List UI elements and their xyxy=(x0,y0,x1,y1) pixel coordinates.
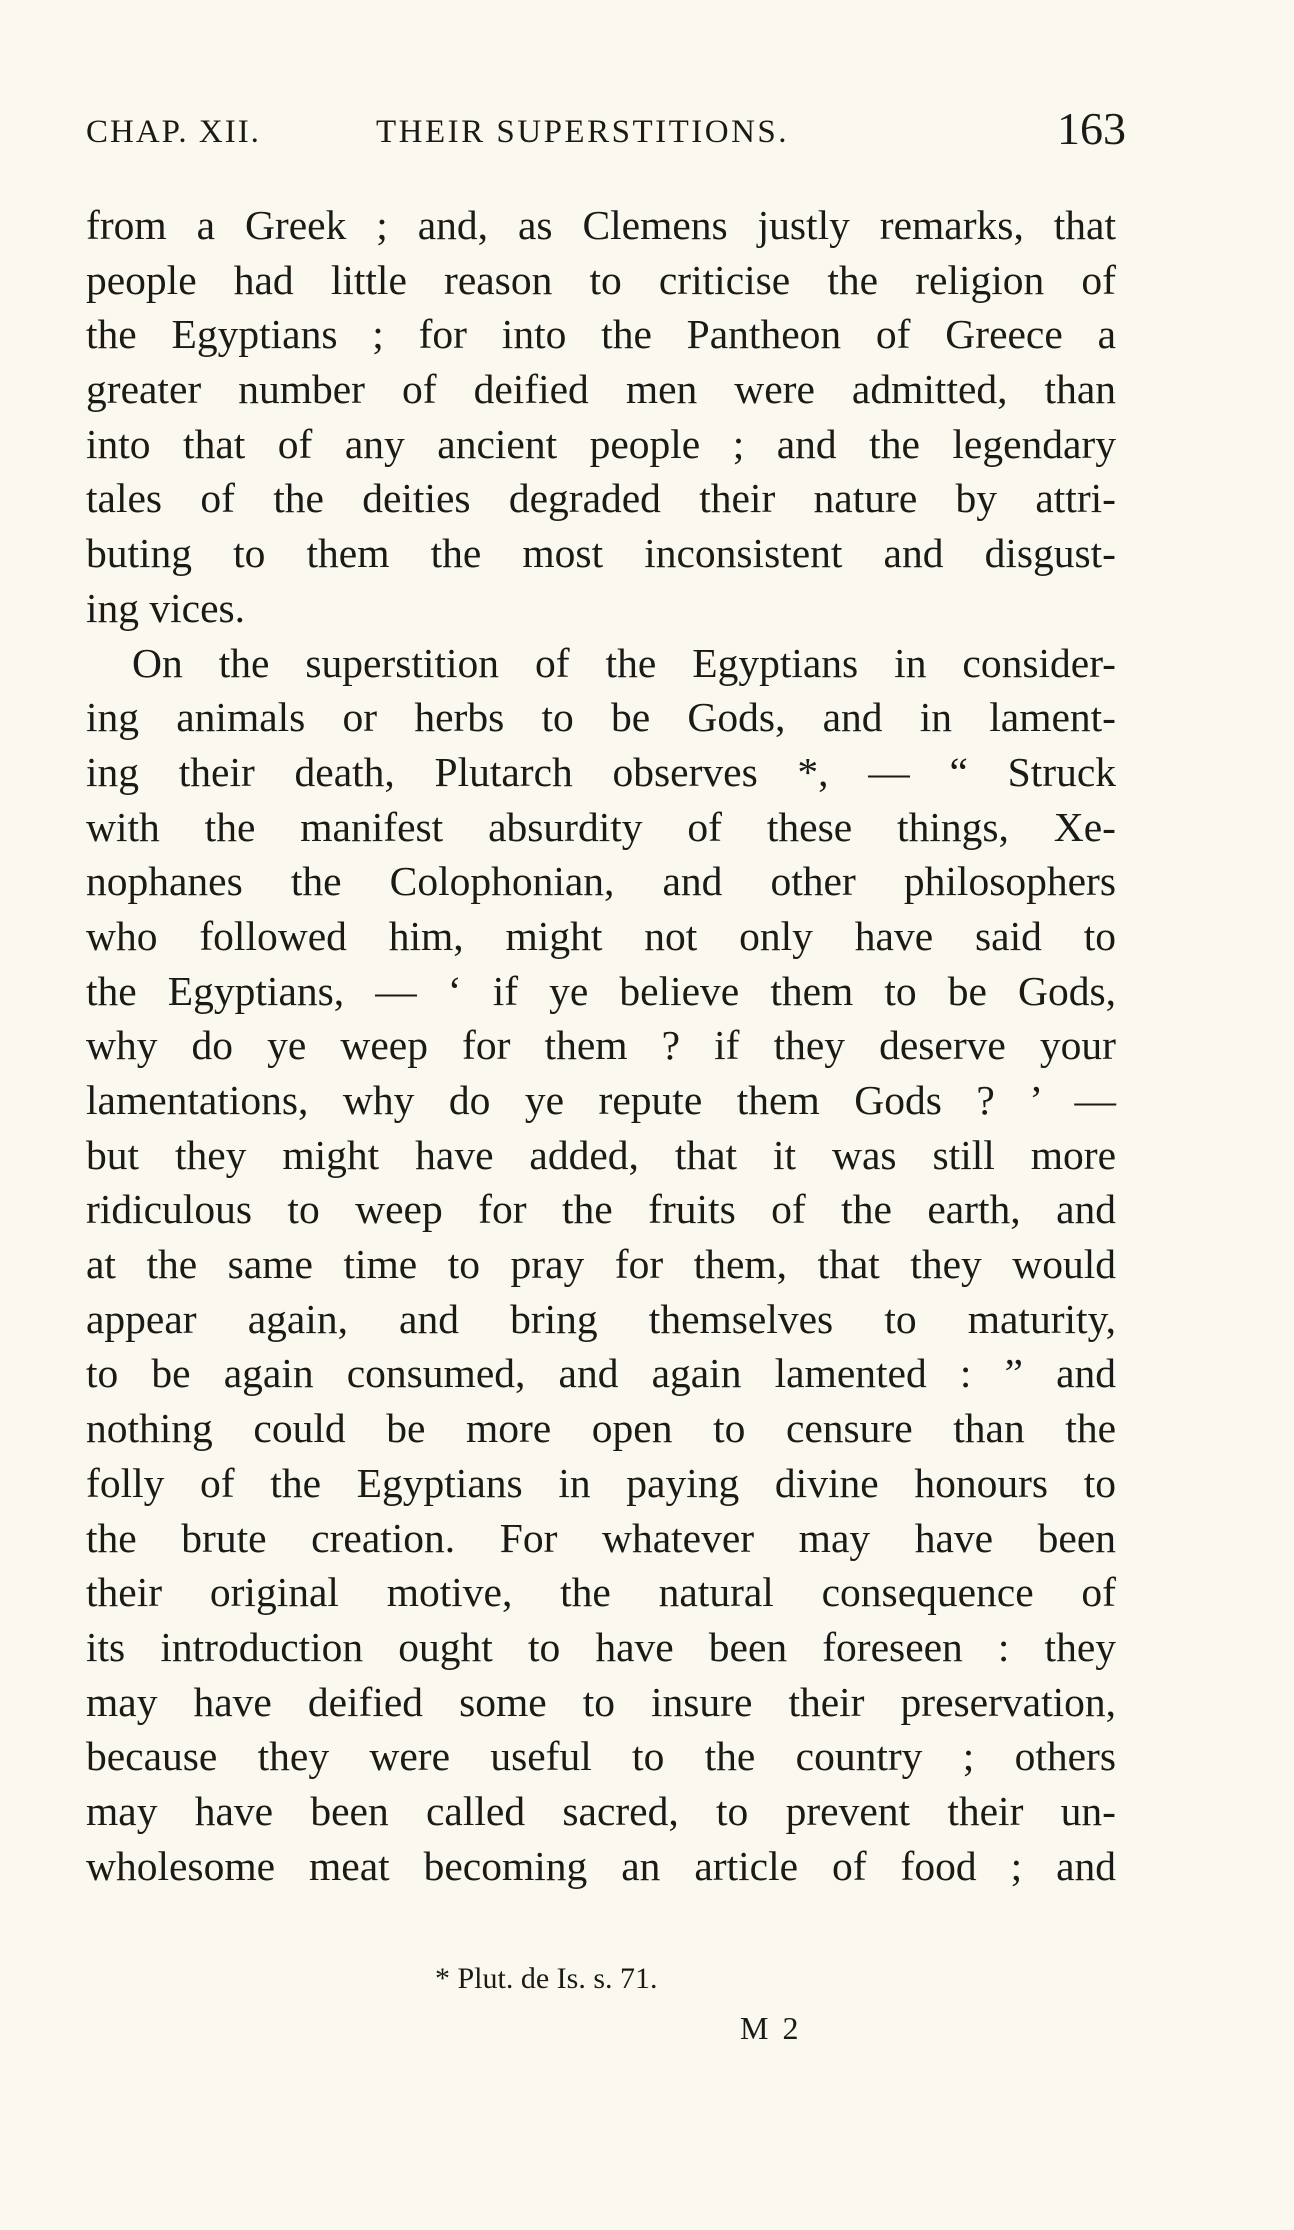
text-line: may have been called sacred, to prevent their un- xyxy=(86,1787,1116,1834)
text-line: tales of the deities degraded their nature by attri- xyxy=(86,475,1116,522)
text-line: ing animals or herbs to be Gods, and in lament- xyxy=(86,694,1116,741)
text-line: ing vices. xyxy=(86,584,246,631)
text-line: nophanes the Colophonian, and other philosophers xyxy=(86,858,1116,905)
text-line: to be again consumed, and again lamented : ” and xyxy=(86,1350,1116,1397)
text-line: with the manifest absurdity of these things, Xe- xyxy=(86,803,1116,850)
text-line: folly of the Egyptians in paying divine honours to xyxy=(86,1459,1116,1506)
chapter-label: CHAP. XII. xyxy=(86,114,261,150)
text-line: because they were useful to the country ; others xyxy=(86,1733,1116,1780)
running-title: THEIR SUPERSTITIONS. xyxy=(376,114,790,150)
text-line: ing their death, Plutarch observes *, — “ Struck xyxy=(86,748,1116,795)
text-line: from a Greek ; and, as Clemens justly remarks, that xyxy=(86,202,1116,248)
text-line: greater number of deified men were admitted, than xyxy=(86,366,1116,413)
signature-mark: M 2 xyxy=(740,2010,802,2046)
text-line: its introduction ought to have been foreseen : they xyxy=(86,1623,1116,1670)
text-line: the Egyptians ; for into the Pantheon of Greece a xyxy=(86,311,1116,358)
text-line: ridiculous to weep for the fruits of the earth, and xyxy=(86,1186,1116,1233)
footnote: * Plut. de Is. s. 71. xyxy=(435,1962,658,1995)
text-line: lamentations, why do ye repute them Gods ? ’ — xyxy=(86,1077,1116,1123)
page-number: 163 xyxy=(1057,103,1126,154)
text-line: may have deified some to insure their preservation, xyxy=(86,1678,1116,1725)
text-line: nothing could be more open to censure than the xyxy=(86,1405,1116,1452)
text-line: the Egyptians, — ‘ if ye believe them to be Gods, xyxy=(86,967,1116,1014)
text-line: into that of any ancient people ; and the legendary xyxy=(86,420,1116,467)
text-line: wholesome meat becoming an article of food ; and xyxy=(86,1842,1116,1889)
text-line: who followed him, might not only have said to xyxy=(86,912,1116,959)
running-head xyxy=(86,103,1126,158)
text-line: appear again, and bring themselves to maturity, xyxy=(86,1295,1116,1342)
text-line: the brute creation. For whatever may have been xyxy=(86,1514,1116,1561)
text-line: buting to them the most inconsistent and disgust- xyxy=(86,530,1116,577)
text-line: On the superstition of the Egyptians in consider- xyxy=(132,639,1116,686)
text-line: people had little reason to criticise the religion of xyxy=(86,256,1116,303)
text-line: their original motive, the natural consequence of xyxy=(86,1569,1116,1616)
text-line: at the same time to pray for them, that they would xyxy=(86,1241,1116,1288)
text-line: but they might have added, that it was still more xyxy=(86,1131,1116,1178)
body-text xyxy=(86,198,1116,1893)
text-line: why do ye weep for them ? if they deserve your xyxy=(86,1022,1116,1069)
